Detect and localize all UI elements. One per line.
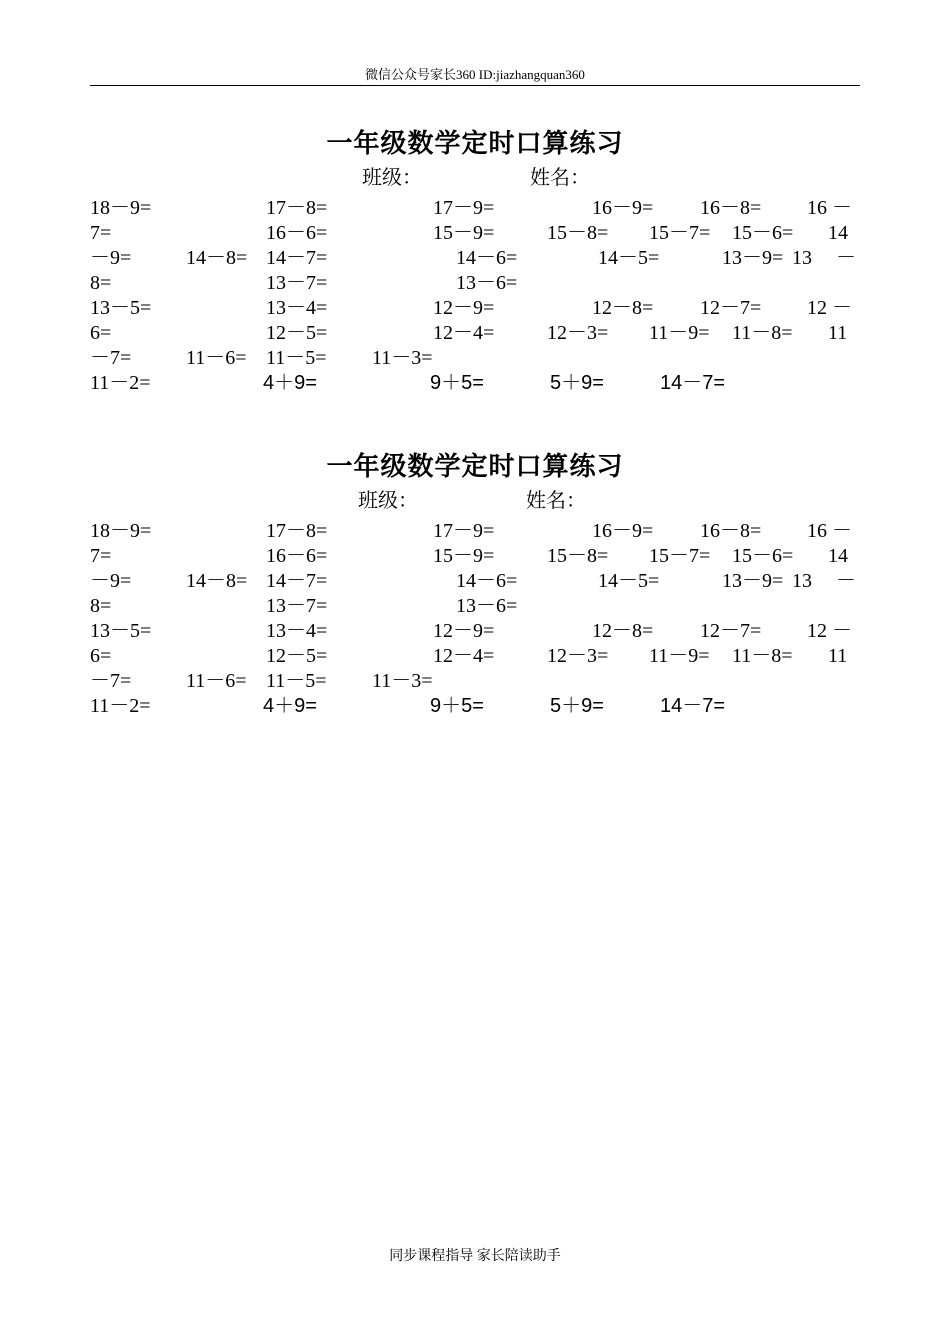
problem-line [90,296,860,321]
arithmetic-problem: 11－3= [372,670,433,692]
arithmetic-problem: 11－3= [372,347,433,369]
arithmetic-problem: 11－6= [186,670,247,692]
problem-line [90,321,860,346]
problem-line [90,271,860,296]
arithmetic-problem: 12－4= [433,645,495,667]
arithmetic-problem: 12－9= [433,620,495,642]
arithmetic-problem: 11－9= [649,322,710,344]
arithmetic-problem: 14－8= [186,570,248,592]
arithmetic-problem: 18－9= [90,520,152,542]
arithmetic-problem: 13－7= [266,272,328,294]
arithmetic-problem: 16－8= [700,520,762,542]
arithmetic-problem: 14－5= [598,570,660,592]
arithmetic-problem: 13－9= [722,570,784,592]
arithmetic-problem: 14 [828,222,848,244]
arithmetic-problem: 11－5= [266,670,327,692]
sheet-title: 一年级数学定时口算练习 [326,452,624,481]
arithmetic-problem: － [836,247,856,269]
arithmetic-problem: 13－7= [266,595,328,617]
arithmetic-problem: － [836,570,856,592]
arithmetic-problem: 11－2= [90,695,151,717]
arithmetic-problem: 6= [90,645,112,667]
arithmetic-problem: 9＋5= [430,695,484,717]
arithmetic-problem: 13 [792,570,812,592]
arithmetic-problem: 7= [90,222,112,244]
problem-line [90,544,860,569]
arithmetic-problem: 17－8= [266,197,328,219]
arithmetic-problem: 16－8= [700,197,762,219]
arithmetic-problem: 14－7= [266,247,328,269]
arithmetic-problem: 12－3= [547,645,609,667]
arithmetic-problem: 13－4= [266,620,328,642]
page-footer: 同步课程指导 家长陪读助手 [389,1249,561,1264]
sheet-title: 一年级数学定时口算练习 [326,129,624,158]
arithmetic-problem: 14－7= [266,570,328,592]
arithmetic-problem: 16－6= [266,545,328,567]
arithmetic-problem: 5＋9= [550,372,604,394]
problem-line [90,644,860,669]
arithmetic-problem: 11－8= [732,645,793,667]
arithmetic-problem: 16 － [807,197,852,219]
arithmetic-problem: 7= [90,545,112,567]
arithmetic-problem: 12 － [807,297,852,319]
arithmetic-problem: 12－9= [433,297,495,319]
problem-line [90,221,860,246]
arithmetic-problem: 15－7= [649,222,711,244]
arithmetic-problem: 15－9= [433,222,495,244]
header-divider [90,85,860,86]
arithmetic-problem: 12－3= [547,322,609,344]
arithmetic-problem: 12－8= [592,297,654,319]
problem-line [90,371,860,396]
arithmetic-problem: 17－8= [266,520,328,542]
arithmetic-problem: 13－5= [90,297,152,319]
arithmetic-problem: 12－4= [433,322,495,344]
arithmetic-problem: 14－7= [660,372,726,394]
problem-line [90,246,860,271]
arithmetic-problem: 11 [828,322,848,344]
arithmetic-problem: 12－8= [592,620,654,642]
arithmetic-problem: 8= [90,595,112,617]
problem-line [90,519,860,544]
problem-line [90,196,860,221]
arithmetic-problem: 14－8= [186,247,248,269]
arithmetic-problem: 15－8= [547,222,609,244]
arithmetic-problem: 16 － [807,520,852,542]
arithmetic-problem: 13－5= [90,620,152,642]
arithmetic-problem: －9= [90,247,132,269]
arithmetic-problem: 11－9= [649,645,710,667]
class-label: 班级： [362,167,422,189]
page-header: 微信公众号家长360 ID:jiazhangquan360 [365,67,585,82]
arithmetic-problem: 15－7= [649,545,711,567]
arithmetic-problem: 5＋9= [550,695,604,717]
arithmetic-problem: 13 [792,247,812,269]
arithmetic-problem: 15－6= [732,545,794,567]
arithmetic-problem: 11 [828,645,848,667]
arithmetic-problem: 8= [90,272,112,294]
arithmetic-problem: 14－6= [456,570,518,592]
problem-line [90,669,860,694]
arithmetic-problem: 12－7= [700,620,762,642]
arithmetic-problem: 16－6= [266,222,328,244]
arithmetic-problem: 14 [828,545,848,567]
arithmetic-problem: 14－6= [456,247,518,269]
arithmetic-problem: －7= [90,670,132,692]
problem-line [90,569,860,594]
arithmetic-problem: 13－6= [456,595,518,617]
arithmetic-problem: 17－9= [433,520,495,542]
arithmetic-problem: 17－9= [433,197,495,219]
arithmetic-problem: 12－7= [700,297,762,319]
arithmetic-problem: 15－6= [732,222,794,244]
arithmetic-problem: 13－6= [456,272,518,294]
class-label: 班级： [358,490,418,512]
arithmetic-problem: 14－5= [598,247,660,269]
arithmetic-problem: 12 － [807,620,852,642]
arithmetic-problem: 11－2= [90,372,151,394]
arithmetic-problem: 18－9= [90,197,152,219]
arithmetic-problem: 4＋9= [263,372,317,394]
problem-line [90,346,860,371]
arithmetic-problem: 13－4= [266,297,328,319]
problem-line [90,694,860,719]
practice-sheet-2 [90,451,860,717]
arithmetic-problem: 15－9= [433,545,495,567]
arithmetic-problem: 12－5= [266,322,328,344]
arithmetic-problem: 9＋5= [430,372,484,394]
arithmetic-problem: －7= [90,347,132,369]
arithmetic-problem: 14－7= [660,695,726,717]
name-label: 姓名： [530,167,590,189]
arithmetic-problem: 15－8= [547,545,609,567]
arithmetic-problem: 11－8= [732,322,793,344]
arithmetic-problem: －9= [90,570,132,592]
arithmetic-problem: 13－9= [722,247,784,269]
practice-sheet-1 [90,128,860,394]
problem-line [90,619,860,644]
arithmetic-problem: 16－9= [592,197,654,219]
arithmetic-problem: 4＋9= [263,695,317,717]
problem-line [90,594,860,619]
name-label: 姓名： [526,490,586,512]
arithmetic-problem: 11－6= [186,347,247,369]
arithmetic-problem: 16－9= [592,520,654,542]
arithmetic-problem: 12－5= [266,645,328,667]
arithmetic-problem: 6= [90,322,112,344]
arithmetic-problem: 11－5= [266,347,327,369]
